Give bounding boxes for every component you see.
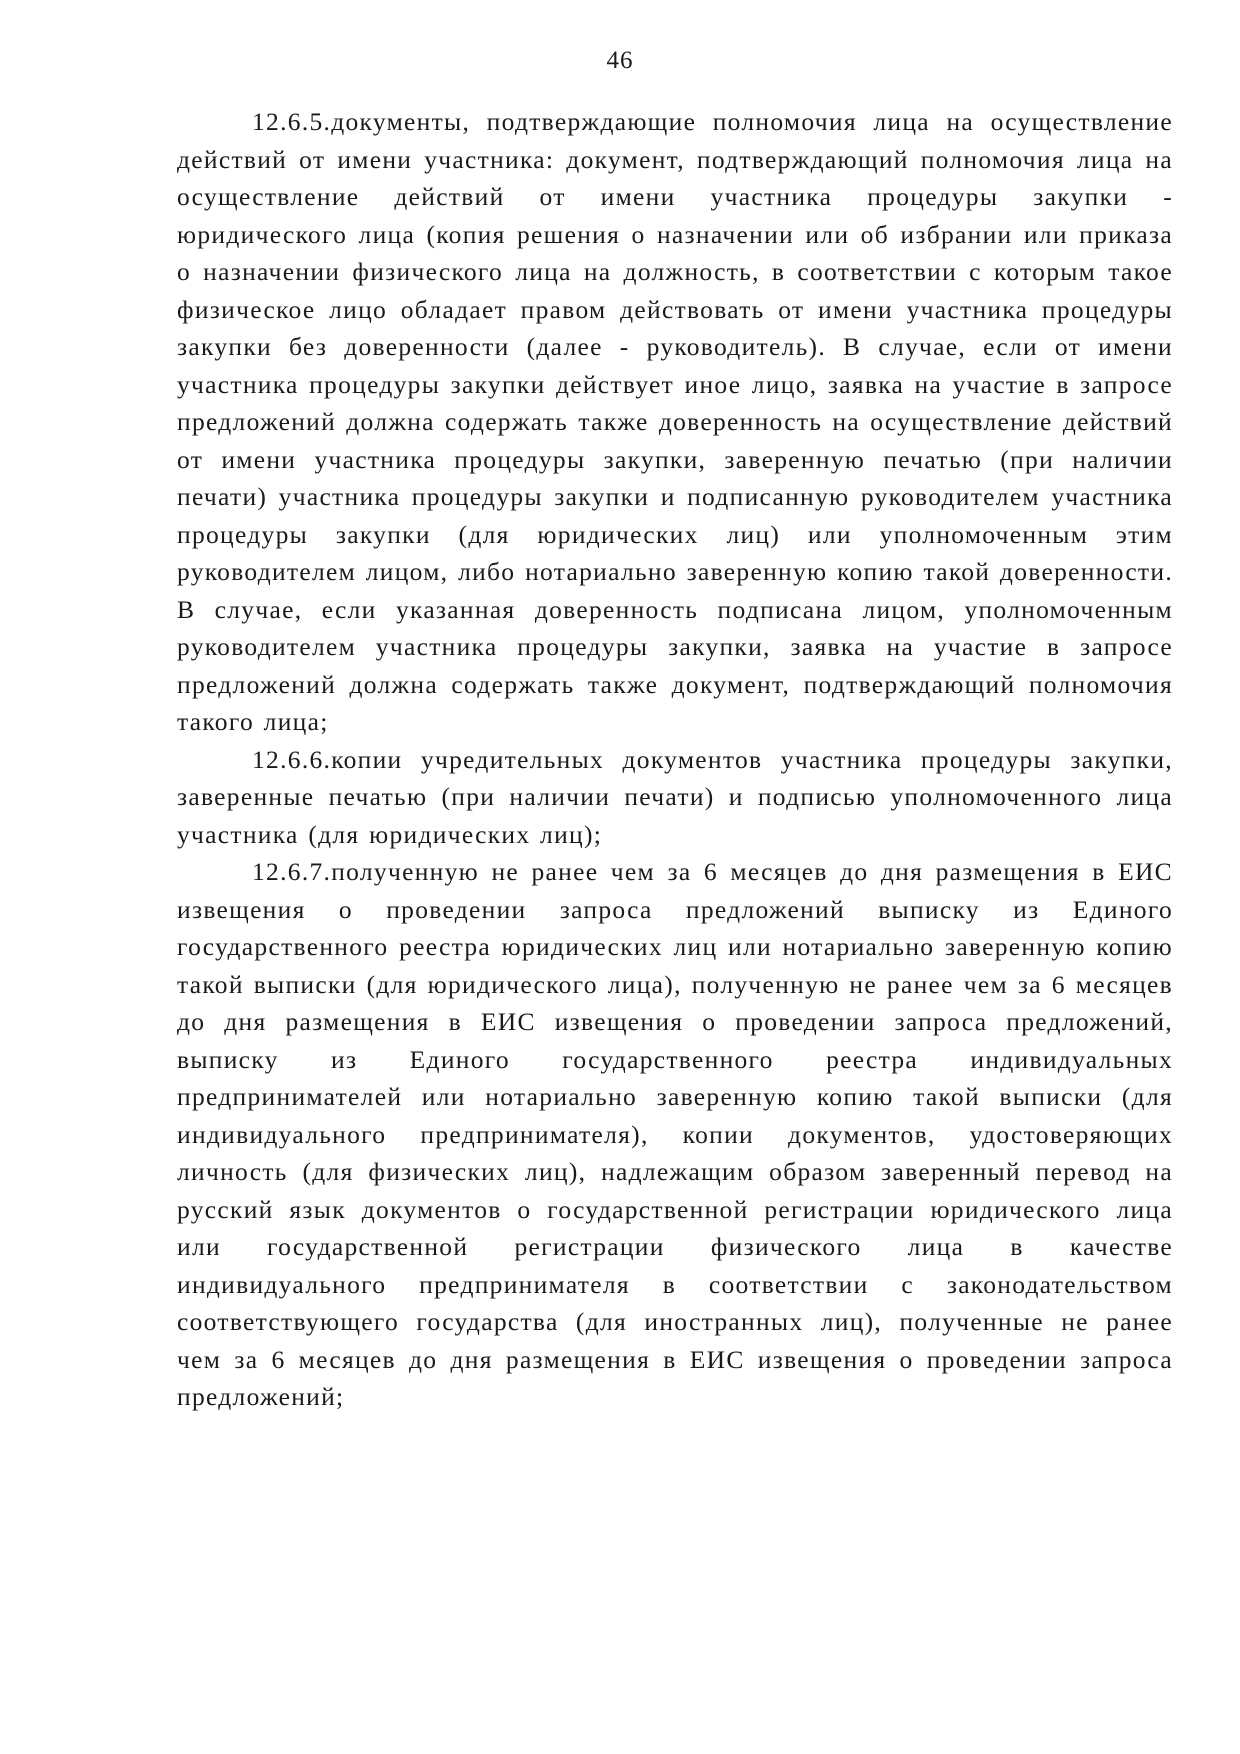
paragraph-12-6-6: 12.6.6.копии учредительных документов участника процедуры закупки, заверенные печатью (при наличии печати) и подписью уполномоченного лица участника (для юридических лиц); xyxy=(177,744,1173,849)
paragraph-12-6-7: 12.6.7.полученную не ранее чем за 6 месяцев до дня размещения в ЕИС извещения о проведении запроса предложений выписку из Единого государственного реестра юридических лиц или нотариально заверенную копию такой выписки (для юридического лица), полученную не ранее чем за 6 месяцев до дня размещения в ЕИС извещения о проведении запроса предложений, выписку из Единого государственного реестра индивидуальных предпринимателей или нотариально заверенную копию такой выписки (для индивидуального предпринимателя), копии документов, удостоверяющих личность (для физических лиц), надлежащим образом заверенный перевод на русский язык документов о государственной регистрации юридического лица или государственной регистрации физического лица в качестве индивидуального предпринимателя в соответствии с законодательством соответствующего государства (для иностранных лиц), полученные не ранее чем за 6 месяцев до дня размещения в ЕИС извещения о проведении запроса предложений; xyxy=(177,857,1173,1411)
paragraph-12-6-5: 12.6.5.документы, подтверждающие полномочия лица на осуществление действий от имени участника: документ, подтверждающий полномочия лица на осуществление действий от имени участника процедуры закупки - юридического лица (копия решения о назначении или об избрании или приказа о назначении физического лица на должность, в соответствии с которым такое физическое лицо обладает правом действовать от имени участника процедуры закупки без доверенности (далее - руководитель). В случае, если от имени участника процедуры закупки действует иное лицо, заявка на участие в запросе предложений должна содержать также доверенность на осуществление действий от имени участника процедуры закупки, заверенную печатью (при наличии печати) участника процедуры закупки и подписанную руководителем участника процедуры закупки (для юридических лиц) или уполномоченным этим руководителем лицом, либо нотариально заверенную копию такой доверенности. В случае, если указанная доверенность подписана лицом, уполномоченным руководителем участника процедуры закупки, заявка на участие в запросе предложений должна содержать также документ, подтверждающий полномочия такого лица; xyxy=(177,107,1173,736)
document-body xyxy=(177,103,1173,1416)
page-number: 46 xyxy=(606,47,634,74)
